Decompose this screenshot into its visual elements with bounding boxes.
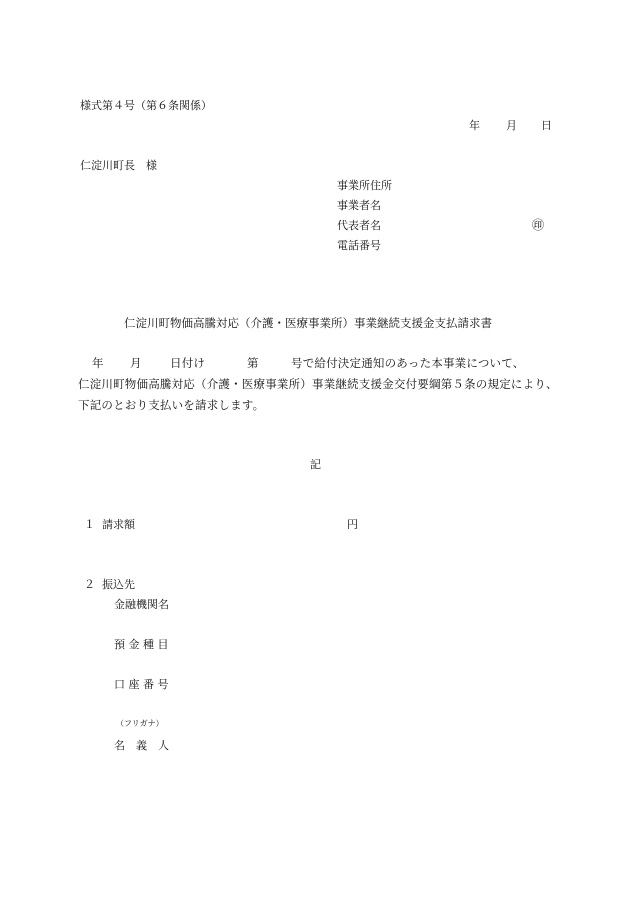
addressee: 仁淀川町長 様 [80, 159, 157, 172]
business-name-label: 事業者名 [337, 199, 381, 212]
deposit-type-label: 預 金 種 目 [114, 638, 169, 651]
body-month: 月 [130, 356, 142, 370]
transfer-label: 振込先 [102, 578, 135, 591]
claim-unit: 円 [347, 518, 358, 531]
claim-number: １ [84, 518, 95, 531]
document-title: 仁淀川町物価高騰対応（介護・医療事業所）事業継続支援金支払請求書 [124, 316, 492, 330]
ki-heading: 記 [310, 458, 321, 471]
body-line1-rest: 号で給付決定通知のあった本事業について、 [291, 356, 525, 370]
body-line3: 下記のとおり支払いを請求します。 [78, 398, 265, 412]
representative-label: 代表者名 [337, 219, 381, 232]
account-number-label: 口 座 番 号 [114, 678, 169, 691]
body-line2: 仁淀川町物価高騰対応（介護・医療事業所）事業継続支援金交付要綱第５条の規定により、 [78, 377, 558, 391]
body-year: 年 [92, 356, 104, 370]
date-year: 年 [469, 119, 480, 132]
body-number-prefix: 第 [247, 356, 259, 370]
form-number: 様式第４号（第６条関係） [80, 99, 212, 112]
date-month: 月 [506, 119, 517, 132]
body-day: 日付け [170, 356, 206, 370]
claim-label: 請求額 [102, 518, 135, 531]
seal-mark: ㊞ [532, 218, 545, 232]
account-holder-label: 名 義 人 [114, 739, 169, 752]
bank-label: 金融機関名 [114, 598, 169, 611]
date-day: 日 [541, 119, 552, 132]
address-label: 事業所住所 [337, 179, 392, 192]
phone-label: 電話番号 [337, 239, 381, 252]
furigana-label: （フリガナ） [116, 719, 164, 728]
transfer-number: ２ [84, 578, 95, 591]
